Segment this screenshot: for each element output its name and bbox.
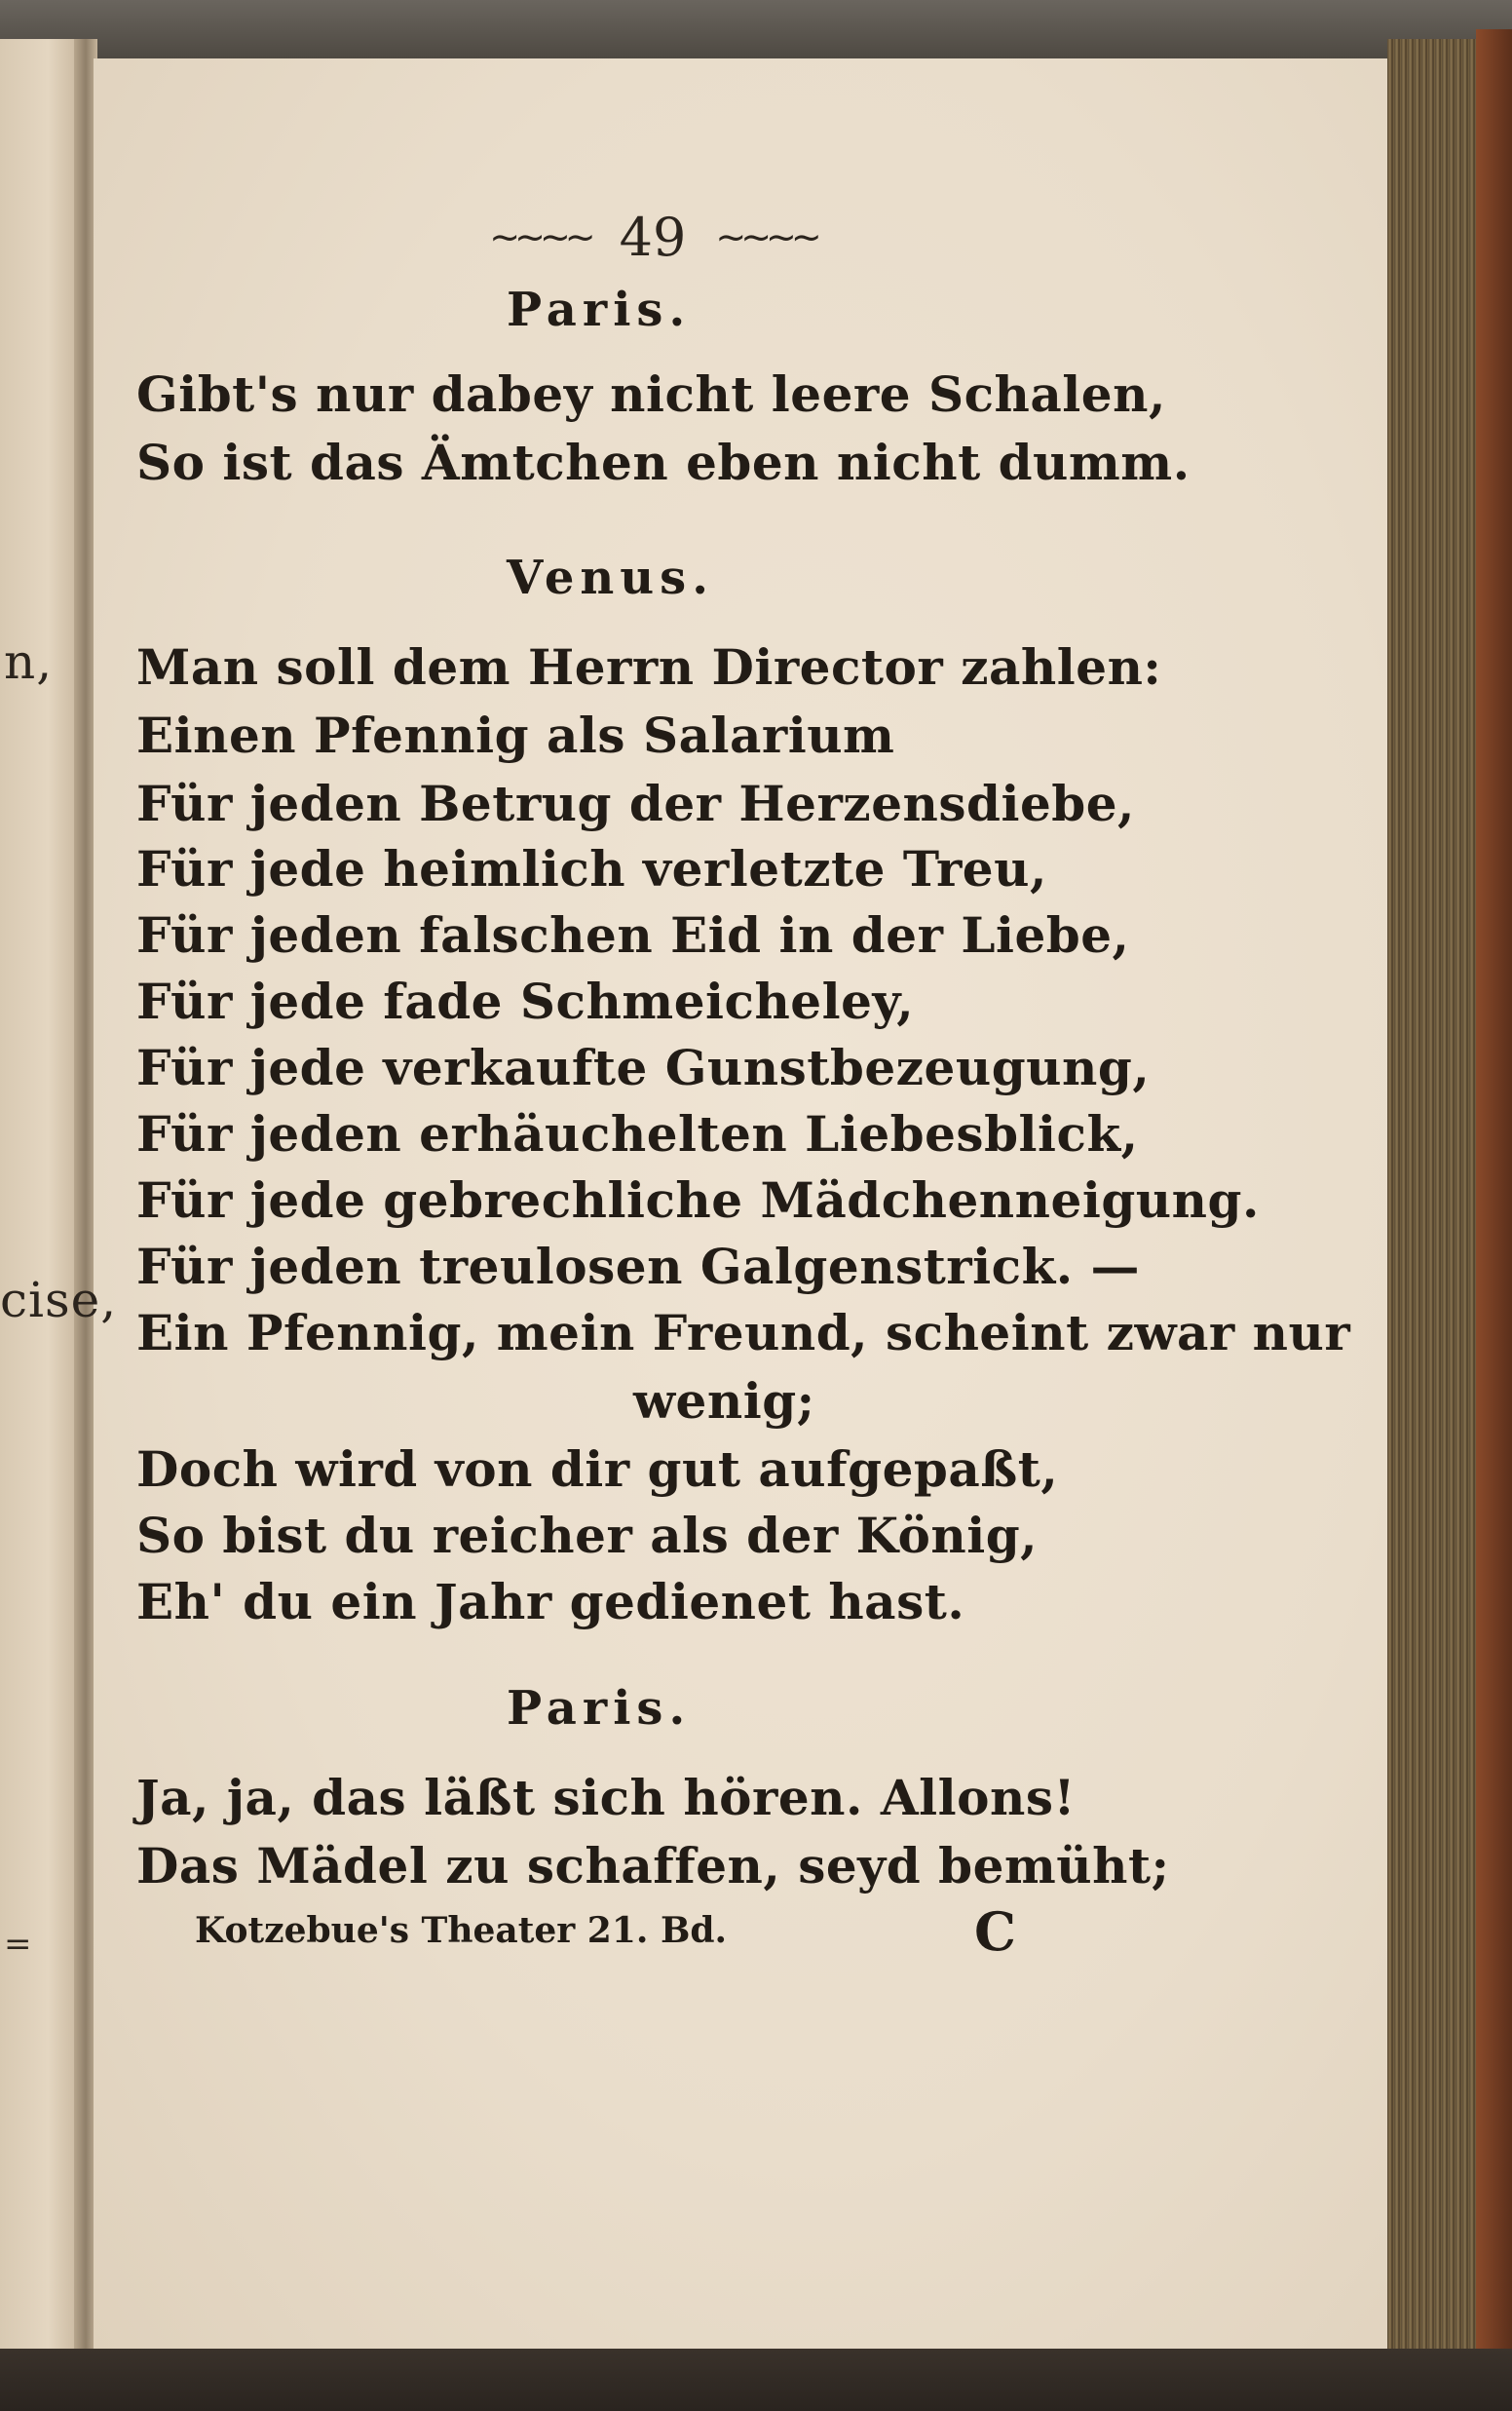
verse-line: Für jeden erhäuchelten Liebesblick, bbox=[136, 1105, 1139, 1163]
ornament: ~~~~ bbox=[715, 215, 816, 258]
ornament: ~~~~ bbox=[489, 215, 590, 258]
page-number: 49 bbox=[619, 206, 687, 268]
speaker-heading: Venus. bbox=[507, 551, 714, 605]
left-page-fragment: cise, bbox=[0, 1272, 118, 1328]
scan-bottom-edge bbox=[0, 2349, 1512, 2411]
verse-line: Für jeden treulosen Galgenstrick. — bbox=[136, 1238, 1141, 1295]
page-number-line bbox=[468, 203, 838, 271]
verse-line: Für jede gebrechliche Mädchenneigung. bbox=[136, 1171, 1260, 1229]
printer-signature-line: Kotzebue's Theater 21. Bd. bbox=[195, 1910, 728, 1951]
verse-line: So bist du reicher als der König, bbox=[136, 1507, 1039, 1564]
verse-line: Gibt's nur dabey nicht leere Schalen, bbox=[136, 365, 1166, 423]
verse-line: Ein Pfennig, mein Freund, scheint zwar nur bbox=[136, 1304, 1351, 1361]
verse-line: Das Mädel zu schaffen, seyd bemüht; bbox=[136, 1837, 1170, 1894]
page-edges bbox=[1387, 39, 1481, 2358]
left-page bbox=[0, 39, 80, 2354]
book-cover-edge bbox=[1476, 29, 1512, 2368]
verse-line: Eh' du ein Jahr gedienet hast. bbox=[136, 1573, 965, 1630]
verse-line: Man soll dem Herrn Director zahlen: bbox=[136, 638, 1162, 696]
scan-top-edge bbox=[0, 0, 1512, 58]
verse-line-continuation: wenig; bbox=[633, 1372, 815, 1430]
verse-line: Für jeden Betrug der Herzensdiebe, bbox=[136, 775, 1135, 832]
left-page-fragment: n, bbox=[4, 633, 54, 690]
left-page-fragment: = bbox=[4, 1925, 33, 1964]
signature-mark: C bbox=[974, 1900, 1016, 1963]
verse-line: Für jede heimlich verletzte Treu, bbox=[136, 840, 1047, 898]
verse-line: Doch wird von dir gut aufgepaßt, bbox=[136, 1440, 1059, 1498]
speaker-heading: Paris. bbox=[507, 1681, 692, 1736]
verse-line: So ist das Ämtchen eben nicht dumm. bbox=[136, 434, 1191, 491]
verse-line: Für jede verkaufte Gunstbezeugung, bbox=[136, 1039, 1151, 1096]
verse-line: Für jede fade Schmeicheley, bbox=[136, 973, 915, 1030]
verse-line: Für jeden falschen Eid in der Liebe, bbox=[136, 906, 1130, 964]
verse-line: Einen Pfennig als Salarium bbox=[136, 707, 895, 764]
speaker-heading: Paris. bbox=[507, 283, 692, 337]
verse-line: Ja, ja, das läßt sich hören. Allons! bbox=[136, 1769, 1076, 1826]
